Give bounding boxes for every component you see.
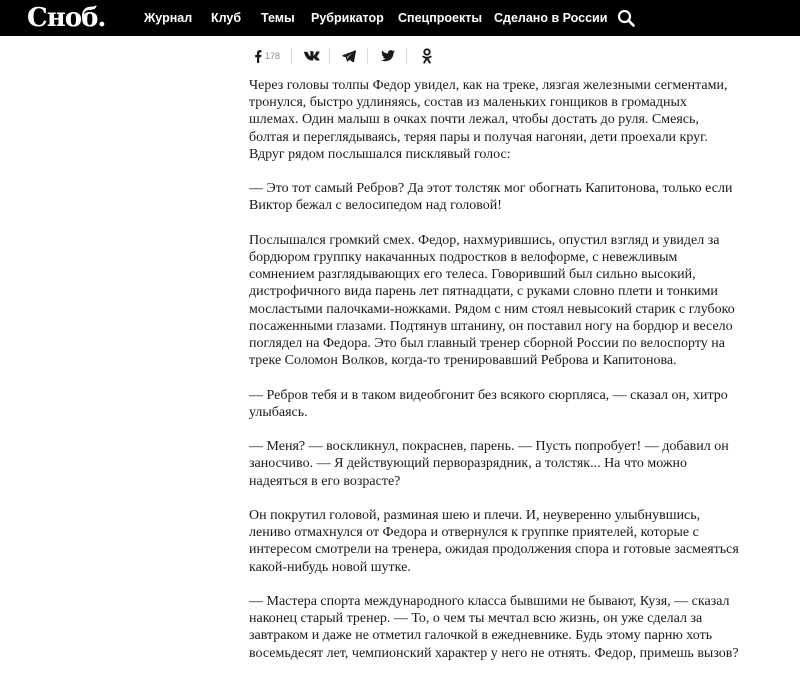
article-paragraph: Через головы толпы Федор увидел, как на треке, лязгая железными сегментами, тронулся, быстро удлиняясь, состав из маленьких гонщиков в громадных шлемах. Один малыш в очках почти лежал, чтобы достать до руля. Смеясь, болтая и переглядываясь, теряя пары и получая нагоняи, дети проехали круг. Вдруг рядом послышался писклявый голос: [249,78,728,162]
telegram-icon [342,50,356,62]
odnoklassniki-icon [422,48,432,64]
twitter-icon [381,50,395,62]
nav-item-topics[interactable]: Темы [261,11,295,25]
article-paragraph: — Это тот самый Ребров? Да этот толстяк мог обогнать Капитонова, только если Виктор бежал с велосипедом над головой! [249,181,733,214]
article-paragraph: Послышался громкий смех. Федор, нахмурившись, опустил взгляд и увидел за бордюром группку накачанных подростков в велоформе, с невежливым сомнением разглядывающих его телеса. Говоривший был сильно высокий, дистрофичного вида парень лет пятнадцати, с руками словно плети и тонкими мосластыми палочками-ножками. Рядом с ним стоял невысокий старик с глубоко посаженными глазами. Подтянув штанину, он поставил ногу на бордюр и весело поглядел на Федора. Это был главный тренер сборной России по велоспорту на треке Соломон Волков, когда-то тренировавший Реброва и Капитонова. [249,232,735,369]
vk-share-button[interactable] [304,46,320,66]
share-divider [291,48,292,64]
vk-icon [304,51,320,61]
facebook-share-count: 178 [265,51,281,61]
facebook-share-button[interactable] [254,46,280,66]
nav-item-club[interactable]: Клуб [211,11,242,25]
article-paragraph: Он покрутил головой, разминая шею и плечи. И, неуверенно улыбнувшись, лениво отмахнулся от Федора и отвернулся к группке приятелей, которые с интересом смотрели на тренера, ожидая продолжения спора и готовые засмеяться какой-нибудь новой шутке. [249,508,739,575]
nav-item-journal[interactable]: Журнал [144,11,193,25]
article-paragraph: — Ребров тебя и в таком видеобгонит без всякого сюрпляса, — сказал он, хитро улыбаясь. [249,387,728,420]
search-icon[interactable] [617,9,635,27]
share-divider [329,48,330,64]
odnoklassniki-share-button[interactable] [422,46,432,66]
top-navigation-bar [0,0,800,36]
facebook-icon [254,50,262,63]
share-divider [367,48,368,64]
nav-item-special-projects[interactable]: Спецпроекты [398,11,483,25]
article-body [249,77,739,679]
nav-item-made-in-russia[interactable]: Сделано в России [494,11,608,25]
article-paragraph: — Мастера спорта международного класса бывшими не бывают, Кузя, — сказал наконец старый тренер. — То, о чем ты мечтал всю жизнь, он уже сделал за завтраком и даже не отметил галочкой в ежедневнике. Будь этому парню хоть восемьдесят лет, чемпионский характер у него не отнять. Федор, примешь вызов? [249,594,739,661]
article-paragraph: — Меня? — воскликнул, покраснев, парень. — Пусть попробует! — добавил он заносчиво. — Я действующий перворазрядник, а толстяк... На что можно надеяться в его возрасте? [249,439,729,489]
site-logo[interactable]: Сноб. [27,3,106,33]
nav-item-rubricator[interactable]: Рубрикатор [311,11,384,25]
telegram-share-button[interactable] [342,46,356,66]
share-divider [406,48,407,64]
twitter-share-button[interactable] [381,46,395,66]
